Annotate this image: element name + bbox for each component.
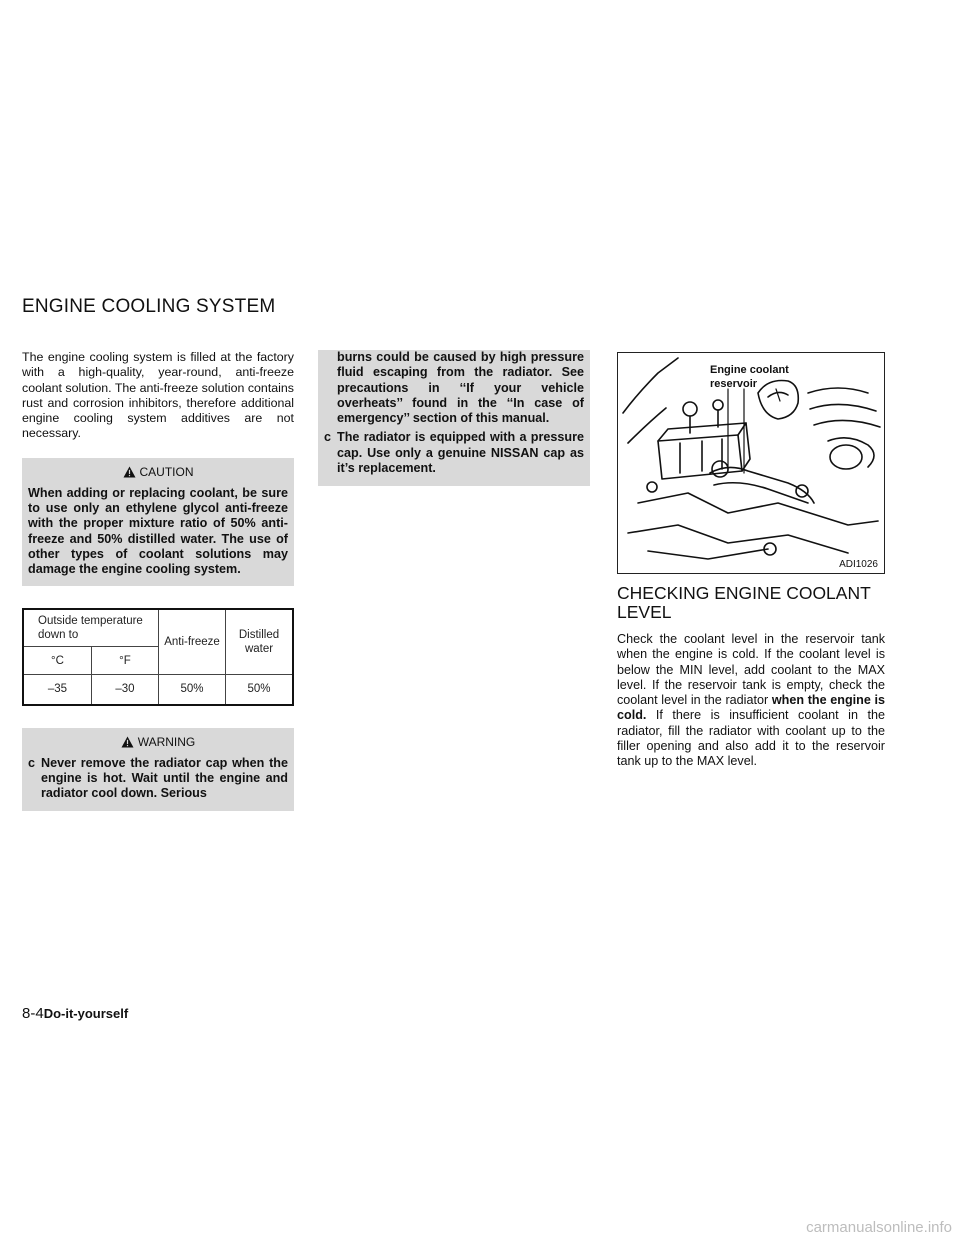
unit-fahrenheit: °F	[91, 647, 158, 675]
column-left	[22, 350, 294, 811]
warning-bullet-2	[324, 430, 584, 476]
checking-text-2: If there is insufficient coolant in the radiator, fill the radiator with coolant up to the filler opening and also add it to the reservoir tank up to the MAX level.	[617, 708, 885, 769]
figure-code: ADI1026	[839, 559, 878, 570]
unit-celsius: °C	[23, 647, 91, 675]
warning-bullet-1-continued-text: burns could be caused by high pressure fluid escaping from the radiator. See precautions in ‘‘If your vehicle overheats’’ found in the ‘‘In case of emergency’’ section of this manual.	[337, 350, 584, 426]
caution-heading-row	[28, 462, 288, 482]
checking-text-1: Check the coolant level in the reservoir tank when the engine is cold. If the coolant level is below the MIN level, add coolant to the MAX level. If the reservoir tank is empty, check the coolant level in the radiator	[617, 632, 885, 708]
bullet-mark: c	[324, 430, 332, 445]
warning-box-continued	[318, 350, 590, 486]
header-temperature: Outside temperature down to	[23, 609, 159, 647]
cell-fahrenheit: –30	[91, 675, 158, 705]
cell-celsius: –35	[23, 675, 91, 705]
column-right	[617, 352, 885, 782]
intro-paragraph: The engine cooling system is filled at the factory with a high-quality, year-round, anti-freeze coolant solution. The anti-freeze solution contains rust and corrosion inhibitors, therefore additional engine cooling system additives are not necessary.	[22, 350, 294, 441]
warning-bullet-1-text: Never remove the radiator cap when the engine is hot. Wait until the engine and radiator cool down. Serious	[41, 755, 288, 801]
caution-box	[22, 458, 294, 586]
table-row	[23, 675, 293, 705]
figure-callout-line-1: Engine coolant	[710, 364, 789, 376]
page-footer	[22, 1005, 128, 1022]
section-title: ENGINE COOLING SYSTEM	[22, 296, 276, 317]
caution-text: When adding or replacing coolant, be sure to use only an ethylene glycol anti-freeze with the proper mixture ratio of 50% anti-freeze and 50% distilled water. The use of other types of coolant solutions may damage the engine cooling system.	[28, 485, 288, 577]
figure-callout	[710, 363, 789, 391]
engine-illustration	[617, 352, 885, 574]
checking-text-bold: when the engine is cold.	[617, 693, 885, 723]
warning-bullet-2-text: The radiator is equipped with a pressure cap. Use only a genuine NISSAN cap as it’s replacement.	[337, 430, 584, 476]
warning-bullet-1-continued	[324, 350, 584, 426]
warning-triangle-icon	[121, 736, 134, 748]
figure-callout-line-2: reservoir	[710, 378, 758, 390]
watermark: carmanualsonline.info	[806, 1219, 952, 1236]
header-distilled-water: Distilled water	[226, 609, 294, 675]
warning-triangle-icon	[123, 466, 136, 478]
page-number: 8-4	[22, 1005, 44, 1022]
column-middle	[318, 350, 590, 486]
warning-box	[22, 728, 294, 812]
bullet-mark: c	[28, 755, 36, 770]
footer-section-name: Do-it-yourself	[43, 1006, 129, 1021]
cell-water: 50%	[226, 675, 294, 705]
header-antifreeze: Anti-freeze	[159, 609, 226, 675]
warning-bullet-1	[28, 756, 288, 802]
caution-heading: CAUTION	[139, 464, 194, 479]
checking-paragraph	[617, 632, 885, 770]
warning-heading: WARNING	[137, 734, 196, 749]
cell-antifreeze: 50%	[159, 675, 226, 705]
checking-title: CHECKING ENGINE COOLANT LEVEL	[617, 583, 871, 622]
mixture-table	[22, 608, 294, 706]
warning-heading-row	[28, 732, 288, 752]
